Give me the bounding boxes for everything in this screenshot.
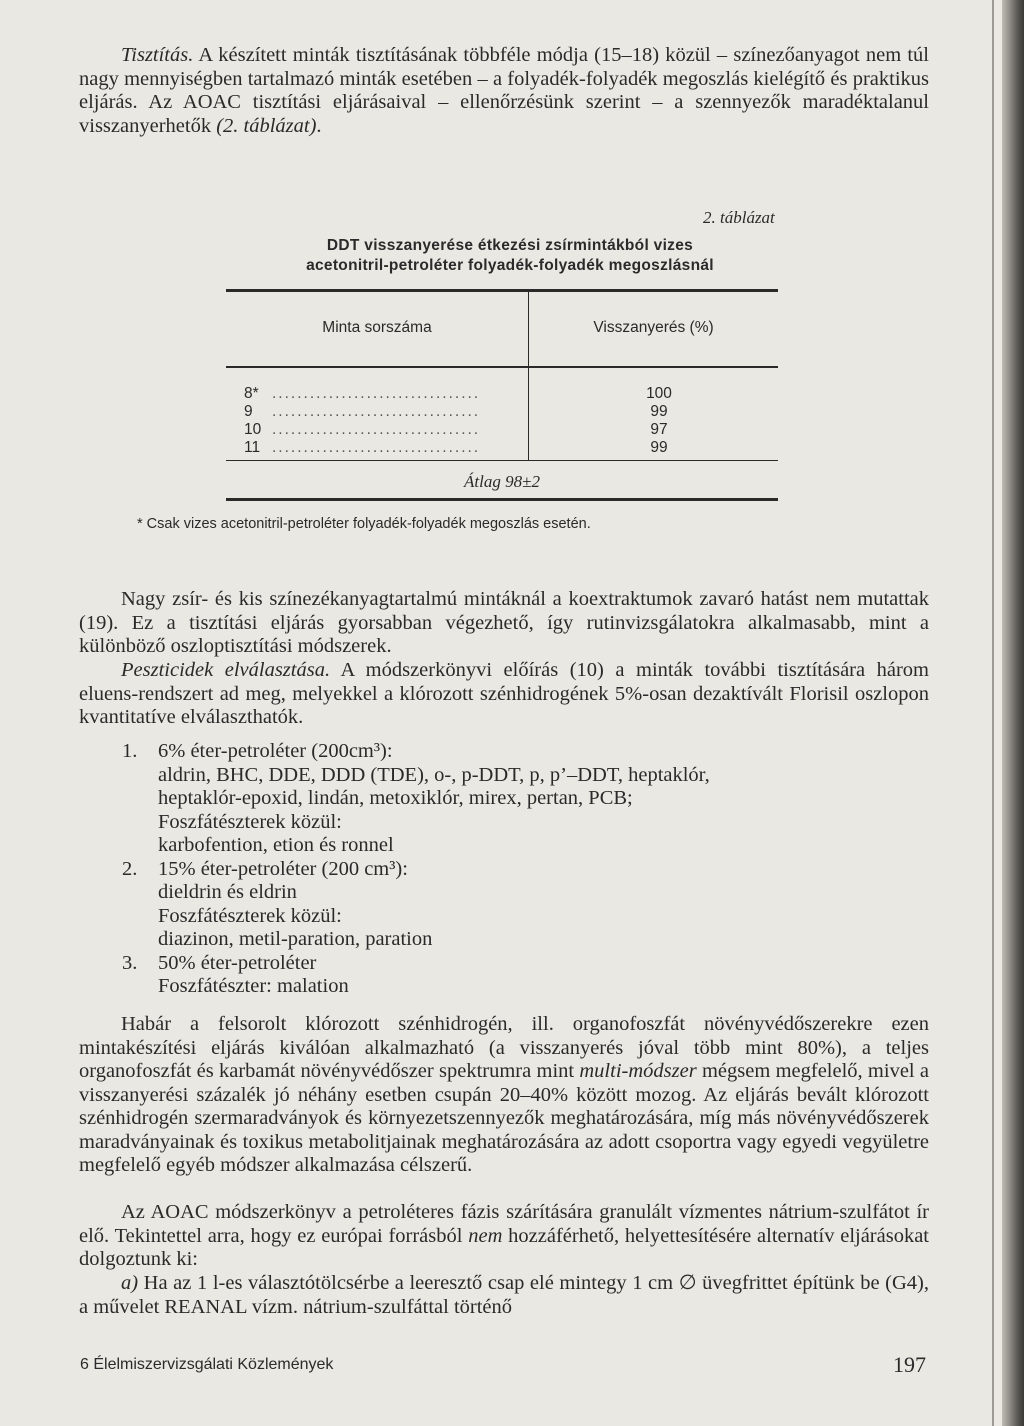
- paragraph-3: [79, 659, 929, 730]
- table-top-rule: [226, 289, 778, 292]
- list-number: 3.: [122, 951, 138, 974]
- list-line: 6% éter-petroléter (200cm³):: [158, 740, 393, 762]
- row-id: 8*: [244, 385, 259, 402]
- list-item: [122, 952, 932, 976]
- section-label: Peszticidek elválasztása.: [121, 659, 331, 681]
- paragraph-5-text-2: hozzáférhető, helyettesítésére alternatív eljárásokat dolgoztunk ki:: [79, 1224, 930, 1270]
- paragraph-4-text-2: mégsem megfelelő, mivel a visszanyerési százalék jó néhány esetben csupán 20–40% között mozog. Az eljárás bevált klórozott szénhidrogén szermaradványok és környezetszennyezők meghatározására, míg más növényvédőszerek maradványainak és toxikus metabolitjainak meghatározására az adott csoportra vagy egyedi vegyületre megfelelő egyéb módszer alkalmazása célszerű.: [79, 1060, 929, 1176]
- list-line-row: [122, 928, 932, 952]
- list-number: 2.: [122, 857, 138, 880]
- list-line: aldrin, BHC, DDE, DDD (TDE), o-, p-DDT, p, p’–DDT, heptaklór,: [158, 763, 710, 786]
- list-line: Foszfátészterek közül:: [158, 904, 342, 927]
- list-line-row: [122, 975, 932, 999]
- paragraph-3-text: A módszerkönyvi előírás (10) a minták további tisztítására három eluens-rendszert ad meg, melyekkel a klórozott szénhidrogének 5%-osan dezaktívált Florisil oszlopon kvantitatíve elválaszthatók.: [79, 659, 929, 728]
- intro-end: .: [316, 114, 322, 137]
- table-label: 2. táblázat: [703, 208, 775, 227]
- paragraph-6: [79, 1272, 929, 1319]
- table-avg-rule: [226, 460, 778, 461]
- page-edge: [1002, 0, 1024, 1426]
- row-id: 10: [244, 421, 262, 438]
- row-leader: .................................: [272, 403, 481, 420]
- list-line: Foszfátészter: malation: [158, 975, 349, 997]
- running-footer: 6 Élelmiszervizsgálati Közlemények: [80, 1356, 334, 1373]
- paragraph-6-text: Ha az 1 l-es választótölcsérbe a leeresztő csap elé mintegy 1 cm ∅ üvegfrittet építünk be (G4), a művelet REANAL vízm. nátrium-szulfáttal történő: [79, 1272, 929, 1318]
- recovery-table: [226, 289, 778, 501]
- table-header-rule: [226, 366, 778, 368]
- row-id: 11: [244, 439, 261, 456]
- table-row: [244, 439, 778, 457]
- list-number: 1.: [122, 740, 138, 762]
- row-value: 100: [646, 385, 672, 402]
- row-id: 9: [244, 403, 253, 420]
- col-header-recovery: Visszanyerés (%): [593, 319, 714, 336]
- table-title-line-1: DDT visszanyerése étkezési zsírmintákból vizes: [326, 237, 694, 254]
- table-row: [244, 403, 778, 421]
- eluent-list: [122, 740, 932, 999]
- list-line-row: [122, 834, 932, 858]
- intro-paragraph: [79, 44, 929, 138]
- intro-label: Tisztítás.: [121, 44, 194, 66]
- list-line: 50% éter-petroléter: [158, 951, 317, 974]
- table-footnote: * Csak vizes acetonitril-petroléter folyadék-folyadék megoszlás esetén.: [137, 516, 591, 532]
- list-line-row: [122, 905, 932, 929]
- row-value: 97: [650, 421, 668, 438]
- list-line: diazinon, metil-paration, paration: [158, 928, 433, 950]
- paragraph-4-italic: multi-módszer: [579, 1060, 697, 1082]
- row-leader: .................................: [272, 439, 481, 456]
- list-line: heptaklór-epoxid, lindán, metoxiklór, mirex, pertan, PCB;: [158, 787, 633, 809]
- row-value: 99: [650, 439, 668, 456]
- row-value: 99: [650, 403, 668, 420]
- row-leader: .................................: [272, 421, 481, 438]
- intro-table-ref: (2. táblázat): [216, 114, 317, 137]
- list-line-row: [122, 881, 932, 905]
- page-edge-line: [992, 0, 994, 1426]
- list-line-row: [122, 787, 932, 811]
- paragraph-6-label: a): [121, 1272, 139, 1294]
- col-header-sample: Minta sorszáma: [322, 319, 432, 336]
- table-row: [244, 385, 778, 403]
- list-line: 15% éter-petroléter (200 cm³):: [158, 857, 408, 880]
- table-row: [244, 421, 778, 439]
- paragraph-5-text-1: Az AOAC módszerkönyv a petroléteres fázis szárítására granulált vízmentes nátrium-szulfátot ír elő. Tekintettel arra, hogy ez európai forrásból: [79, 1201, 929, 1247]
- table-bottom-rule: [226, 498, 778, 501]
- intro-text: A készített minták tisztításának többféle módja (15–18) közül – színezőanyagot nem túl nagy mennyiségben tartalmazó minták esetében – a folyadék-folyadék megoszlás kielégítő és praktikus eljárás. Az AOAC tisztítási eljárásaival – ellenőrzésünk szerint – a szennyezők maradéktalanul visszanyerhetők: [79, 44, 929, 137]
- table-title-line-2: acetonitril-petroléter folyadék-folyadék megoszlásnál: [306, 257, 714, 274]
- row-leader: .................................: [272, 385, 481, 402]
- paragraph-4-text-1: Habár a felsorolt klórozott szénhidrogén, ill. organofoszfát növényvédőszerekre ezen mintakészítési eljárás kiválóan alkalmazható (a visszanyerés jóval több mint 80%), a teljes organofoszfát és karbamát növényvédőszer spektrumra mint: [79, 1013, 929, 1082]
- list-item: [122, 858, 932, 882]
- list-item: [122, 740, 932, 764]
- table-title: [230, 236, 790, 276]
- paragraph-5-italic: nem: [468, 1224, 503, 1247]
- paragraph-4: [79, 1013, 929, 1178]
- list-line-row: [122, 811, 932, 835]
- page-number: 197: [893, 1352, 926, 1377]
- list-line-row: [122, 764, 932, 788]
- list-line: karbofention, etion és ronnel: [158, 834, 394, 856]
- paragraph-5: [79, 1201, 929, 1272]
- table-average: Átlag 98±2: [464, 472, 540, 491]
- list-line: Foszfátészterek közül:: [158, 810, 342, 833]
- list-line: dieldrin és eldrin: [158, 881, 297, 903]
- paragraph-2: Nagy zsír- és kis színezékanyagtartalmú mintáknál a koextraktumok zavaró hatást nem mutattak (19). Ez a tisztítási eljárás gyorsabban végezhető, így rutinvizsgálatokra alkalmasabb, mint a különböző oszloptisztítási módszerek.: [79, 588, 929, 657]
